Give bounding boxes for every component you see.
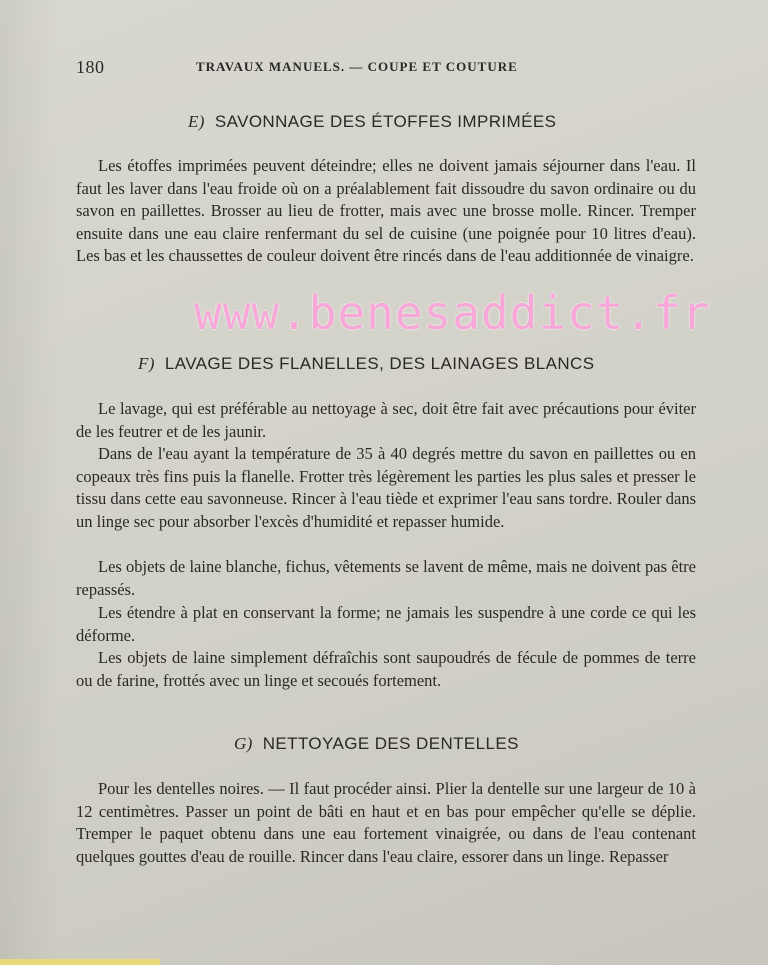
section-letter: E) [188, 112, 205, 131]
page-header [76, 55, 566, 79]
section-title: NETTOYAGE DES DENTELLES [262, 734, 519, 753]
paragraph-f-5: Les objets de laine simplement défraîchis sont saupoudrés de fécule de pommes de terre ou de farine, frottés avec un linge et secoués fortement. [76, 648, 696, 690]
paragraph-e-1: Les étoffes imprimées peuvent déteindre; elles ne doivent jamais séjourner dans l'eau. Il faut les laver dans l'eau froide où on a préalablement fait dissoudre du savon ordinaire ou du savon en paillettes. Brosser au lieu de frotter, mais avec une brosse molle. Rincer. Tremper ensuite dans une eau claire renfermant du sel de cuisine (une poignée pour 10 litres d'eau). Les bas et les chaussettes de couleur doivent être rincés dans de l'eau additionnée de vinaigre. [76, 156, 696, 265]
section-heading-f [138, 354, 594, 374]
paragraph-f-1: Le lavage, qui est préférable au nettoyage à sec, doit être fait avec précautions pour éviter de les feutrer et de les jaunir. [76, 399, 696, 441]
paragraph-f-4: Les étendre à plat en conservant la forme; ne jamais les suspendre à une corde ce qui les déforme. [76, 603, 696, 645]
running-title: TRAVAUX MANUELS. — COUPE ET COUTURE [196, 59, 518, 74]
section-heading-e [188, 112, 556, 132]
section-letter: G) [234, 734, 253, 753]
section-letter: F) [138, 354, 155, 373]
paragraph-f-2: Dans de l'eau ayant la température de 35 à 40 degrés mettre du savon en paillettes ou en copeaux très fins puis la flanelle. Frotter très légèrement les parties les plus sales et presser le tissu dans cette eau savonneuse. Rincer à l'eau tiède et exprimer l'eau sans tordre. Rouler dans un linge sec pour absorber l'excès d'humidité et repasser humide. [76, 444, 696, 531]
page-number: 180 [76, 57, 105, 77]
paragraph-g-1: Pour les dentelles noires. — Il faut procéder ainsi. Plier la dentelle sur une largeur de 10 à 12 centimètres. Passer un point de bâti en haut et en bas pour empêcher qu'elle se déplie. Tremper le paquet obtenu dans une eau fortement vinaigrée, ou dans de l'eau contenant quelques gouttes d'eau de rouille. Rincer dans l'eau claire, essorer dans un linge. Repasser [76, 779, 696, 866]
page-bottom-edge [0, 959, 160, 965]
paragraph-f-3: Les objets de laine blanche, fichus, vêtements se lavent de même, mais ne doivent pas être repassés. [76, 557, 696, 599]
section-title: LAVAGE DES FLANELLES, DES LAINAGES BLANCS [164, 354, 595, 373]
watermark: www.benesaddict.fr [194, 286, 711, 340]
section-heading-g [234, 734, 519, 754]
section-title: SAVONNAGE DES ÉTOFFES IMPRIMÉES [214, 112, 557, 131]
page-edge-shadow [0, 0, 60, 965]
